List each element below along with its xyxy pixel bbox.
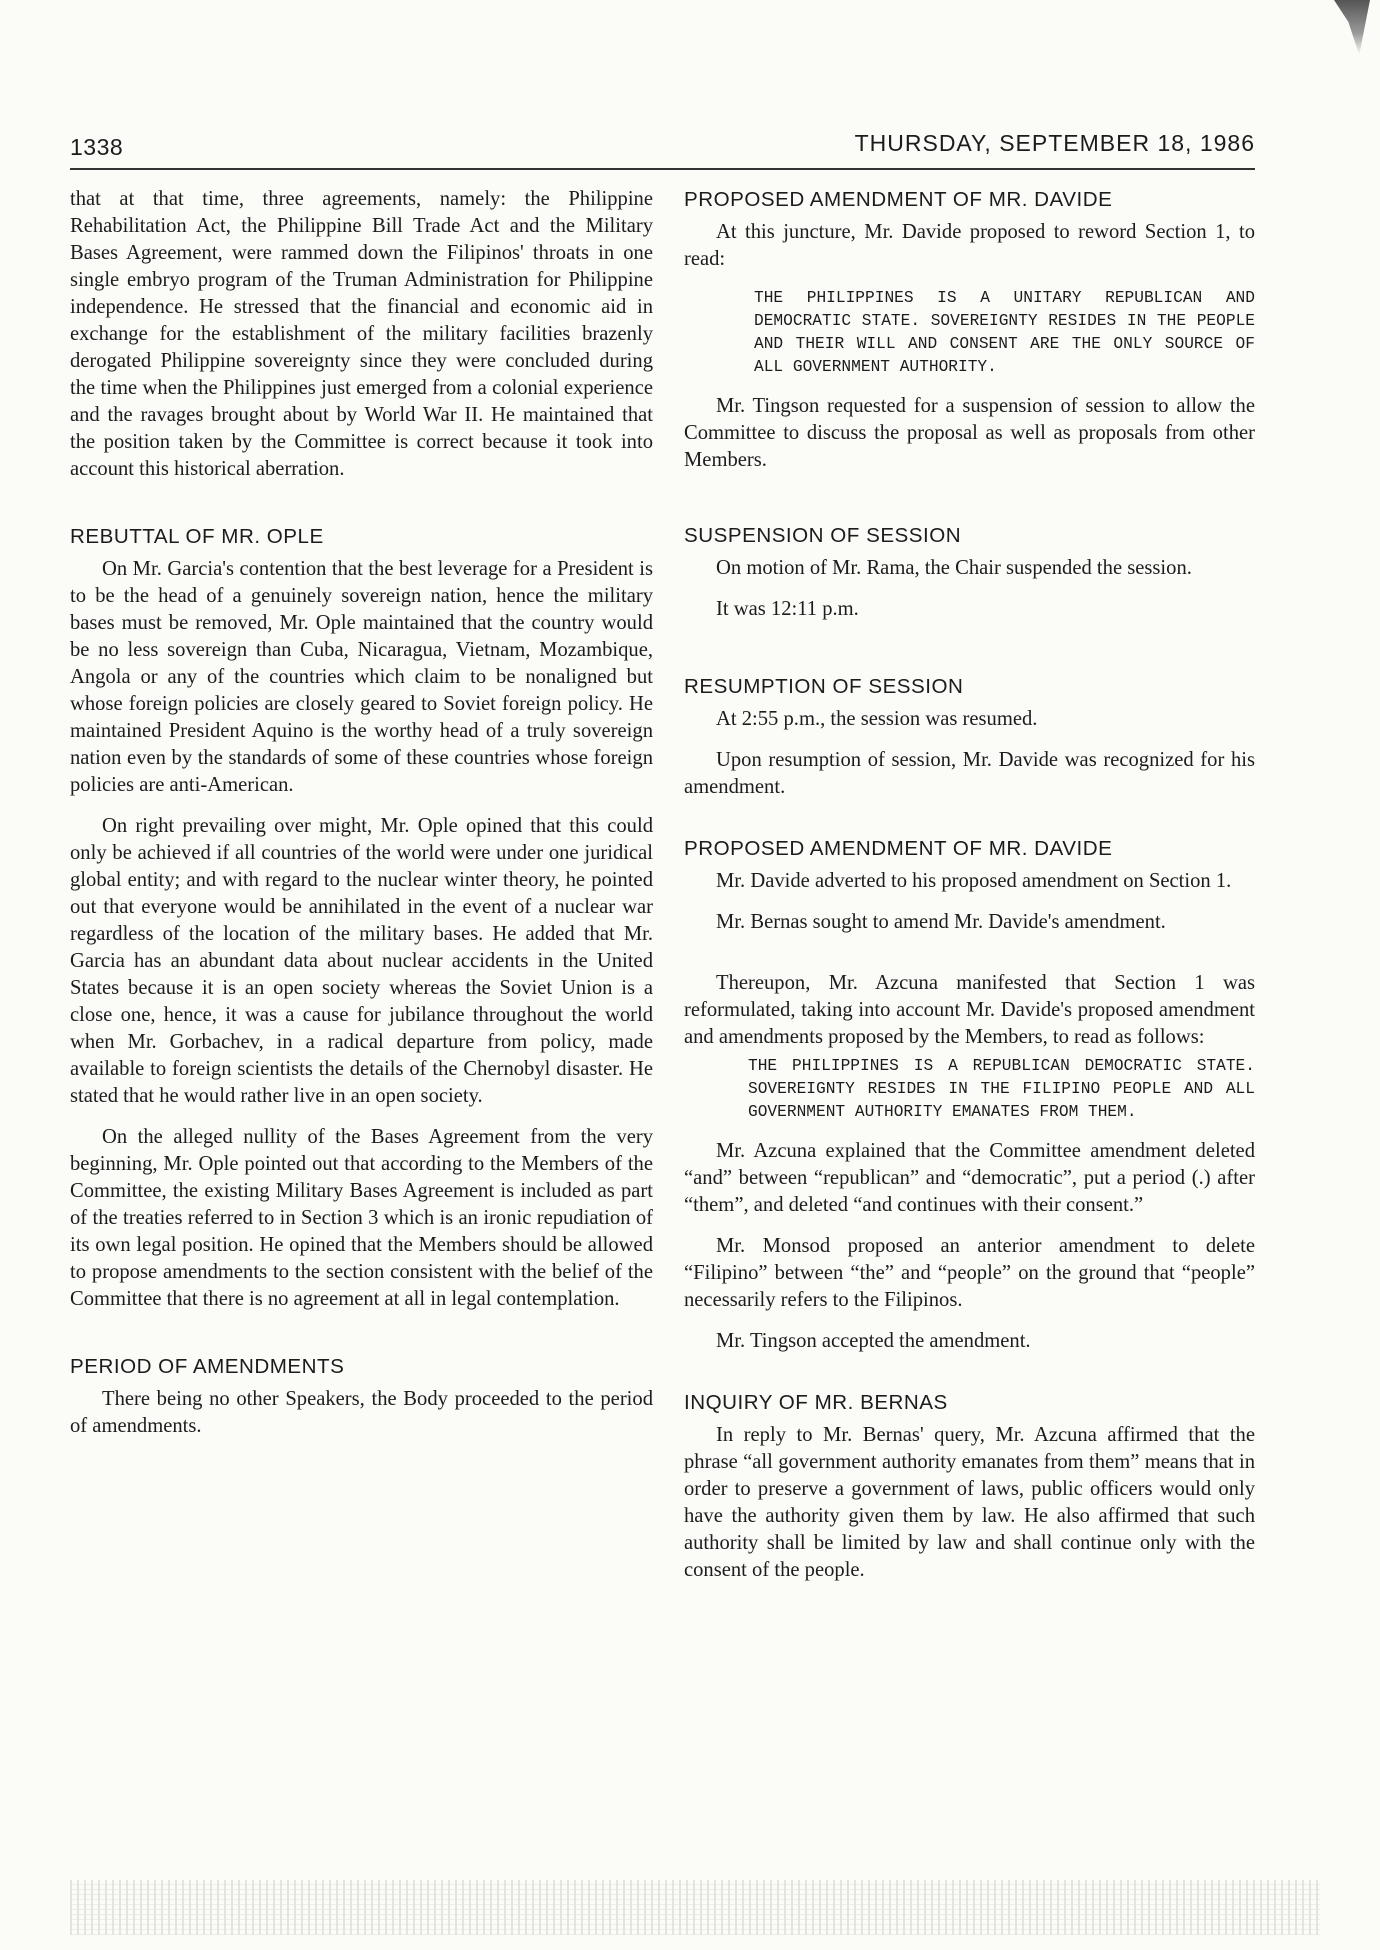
quoted-amendment: THE PHILIPPINES IS A UNITARY REPUBLICAN AND DEMOCRATIC STATE. SOVEREIGNTY RESIDES IN THE PEOPLE AND THEIR WILL AND CONSENT ARE THE ONLY SOURCE OF ALL GOVERNMENT AUTHORITY. [754,289,1255,376]
paragraph: On motion of Mr. Rama, the Chair suspended the session. [716,557,1192,579]
spacer [684,950,1255,970]
left-column [70,186,653,1454]
paragraph: Mr. Bernas sought to amend Mr. Davide's amendment. [716,911,1166,933]
right-column [684,186,1255,1598]
paragraph: There being no other Speakers, the Body proceeded to the period of amendments. [70,1388,653,1437]
paragraph: On right prevailing over might, Mr. Ople opined that this could only be achieved if all countries of the world were under one juridical global entity; and with regard to the nuclear winter theory, he pointed out that everyone would be annihilated in the event of a nuclear war regardless of the location of the military bases. He added that Mr. Garcia has an abundant data about nuclear accidents in the United States because it is an open society whereas the Soviet Union is a close one, hence, it was a cause for jubilance throughout the world when Mr. Gorbachev, in a radical departure from policy, made available to foreign scientists the details of the Chernobyl disaster. He stated that he would rather live in an open society. [70,815,653,1107]
page-header [70,128,1255,170]
paragraph: It was 12:11 p.m. [716,598,859,620]
paragraph: Thereupon, Mr. Azcuna manifested that Section 1 was reformulated, taking into account Mr. Davide's proposed amendment and amendments proposed by the Members, to read as follows: [684,972,1255,1048]
section-heading: RESUMPTION OF SESSION [684,675,964,698]
paragraph: Mr. Davide adverted to his proposed amendment on Section 1. [716,870,1232,892]
paragraph: Mr. Azcuna explained that the Committee amendment deleted “and” between “republican” and “democratic”, put a period (.) after “them”, and deleted “and continues with their consent.” [684,1140,1255,1216]
scan-corner-mark [1334,0,1370,55]
section-heading: SUSPENSION OF SESSION [684,524,962,547]
section-heading: REBUTTAL OF MR. OPLE [70,525,324,548]
header-date: THURSDAY, SEPTEMBER 18, 1986 [854,130,1255,156]
paragraph: Mr. Tingson requested for a suspension of session to allow the Committee to discuss the proposal as well as proposals from other Members. [684,395,1255,471]
paragraph: Upon resumption of session, Mr. Davide was recognized for his amendment. [684,749,1255,798]
section-heading: PROPOSED AMENDMENT OF MR. DAVIDE [684,837,1113,860]
page-number: 1338 [70,134,124,160]
section-heading: INQUIRY OF MR. BERNAS [684,1391,948,1414]
scan-artifact [70,1880,1320,1935]
paragraph: In reply to Mr. Bernas' query, Mr. Azcuna affirmed that the phrase “all government authority emanates from them” means that in order to preserve a government of laws, public officers would only have the authority given them by law. He also affirmed that such authority shall be limited by law and shall continue only with the consent of the people. [684,1424,1255,1581]
paragraph: On the alleged nullity of the Bases Agreement from the very beginning, Mr. Ople pointed out that according to the Members of the Committee, the existing Military Bases Agreement is included as part of the treaties referred to in Section 3 which is an ironic repudiation of its own legal position. He opined that the Members should be allowed to propose amendments to the section consistent with the belief of the Committee that there is no agreement at all in legal contemplation. [70,1126,653,1310]
paragraph: At 2:55 p.m., the session was resumed. [716,708,1038,730]
paragraph: On Mr. Garcia's contention that the best leverage for a President is to be the head of a genuinely sovereign nation, hence the military bases must be removed, Mr. Ople maintained that the country would be no less sovereign than Cuba, Nicaragua, Vietnam, Mozambique, Angola or any of the countries which claim to be nonaligned but whose foreign policies are closely geared to Soviet foreign policy. He maintained President Aquino is the worthy head of a truly sovereign nation even by the standards of some of these countries whose foreign policies are anti-American. [70,558,653,796]
paragraph: Mr. Monsod proposed an anterior amendment to delete “Filipino” between “the” and “people” on the ground that “people” necessarily refers to the Filipinos. [684,1235,1255,1311]
section-heading: PERIOD OF AMENDMENTS [70,1355,345,1378]
paragraph: that at that time, three agreements, namely: the Philippine Rehabilitation Act, the Philippine Bill Trade Act and the Military Bases Agreement, were rammed down the Filipinos' throats in one single embryo program of the Truman Administration for Philippine independence. He stressed that the financial and economic aid in exchange for the establishment of the military facilities brazenly derogated Philippine sovereignty since they were concluded during the time when the Philippines just emerged from a colonial experience and the ravages brought about by World War II. He maintained that the position taken by the Committee is correct because it took into account this historical aberration. [70,188,653,480]
quoted-amendment: THE PHILIPPINES IS A REPUBLICAN DEMOCRATIC STATE. SOVEREIGNTY RESIDES IN THE FILIPINO PEOPLE AND ALL GOVERNMENT AUTHORITY EMANATES FROM THEM. [748,1057,1255,1121]
section-heading: PROPOSED AMENDMENT OF MR. DAVIDE [684,188,1113,211]
paragraph: Mr. Tingson accepted the amendment. [716,1330,1031,1352]
paragraph: At this juncture, Mr. Davide proposed to reword Section 1, to read: [684,221,1255,270]
